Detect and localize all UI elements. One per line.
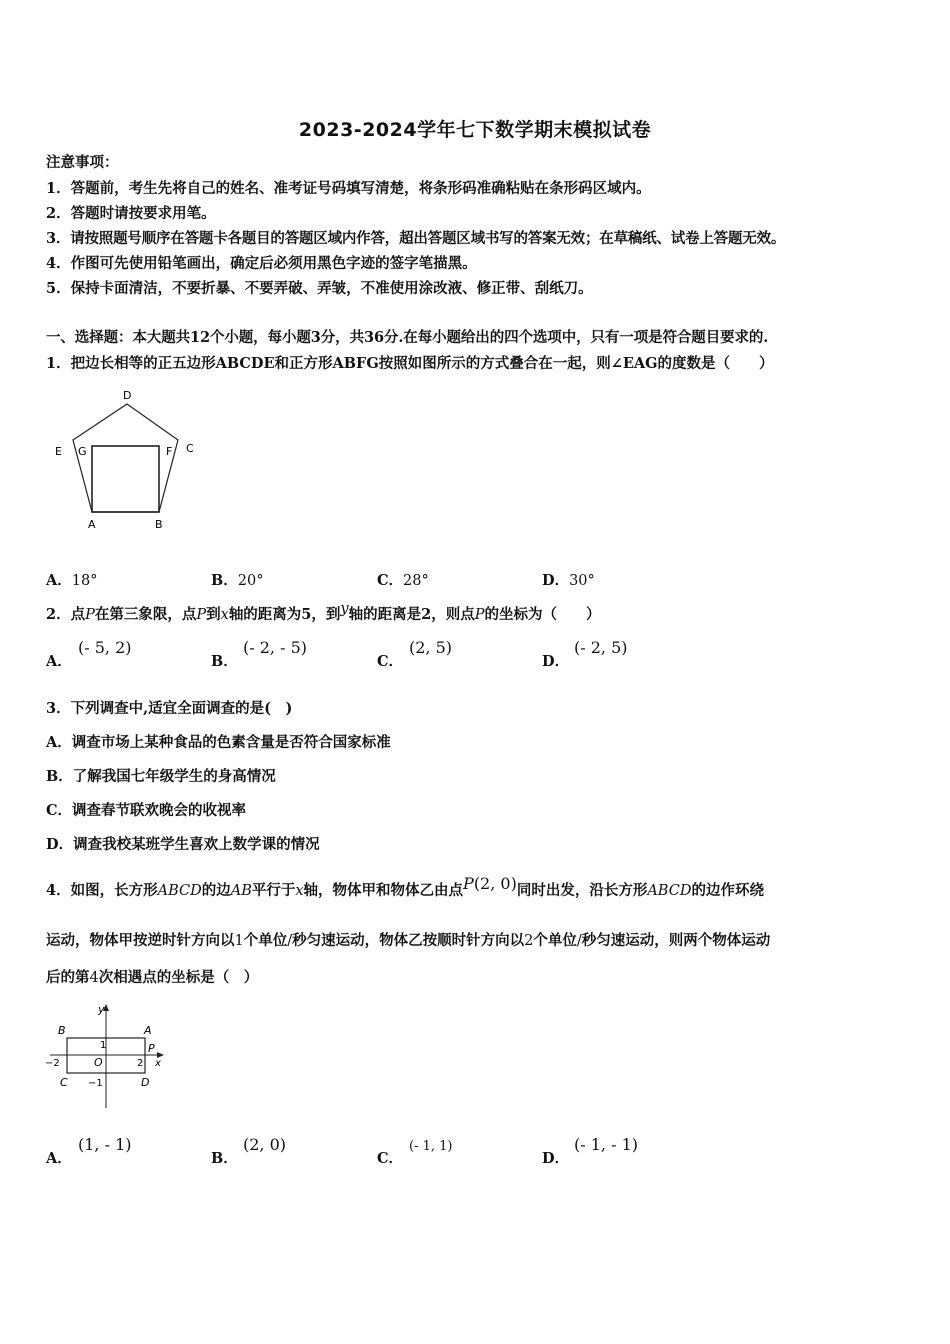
- q4-option-a-letter: A．: [46, 1150, 72, 1167]
- label-b: B: [58, 1024, 66, 1037]
- label-o: O: [94, 1056, 103, 1069]
- q4-option-b-value: (2, 0): [243, 1135, 287, 1154]
- question-1-text: 1．把边长相等的正五边形ABCDE和正方形ABFG按照如图所示的方式叠合在一起，则∠EAG的度数是（ ）: [46, 355, 774, 372]
- q4-option-c-value: (- 1, 1): [409, 1139, 453, 1154]
- label-neg1: −1: [88, 1078, 103, 1089]
- q1-option-b: B．20°: [211, 572, 264, 589]
- question-2-text: 2．点P在第三象限，点P到x轴的距离为5，到y轴的距离是2，则点P的坐标为（ ）: [46, 601, 601, 623]
- label-c: C: [186, 442, 194, 455]
- label-f: F: [166, 445, 173, 458]
- q4-figure: [44, 1000, 174, 1115]
- q3-option-b: B．了解我国七年级学生的身高情况: [46, 768, 276, 785]
- page-title: 2023-2024学年七下数学期末模拟试卷: [298, 119, 652, 141]
- question-4-line-2: 运动，物体甲按逆时针方向以1个单位/秒匀速运动，物体乙按顺时针方向以2个单位/秒匀速运动，则两个物体运动: [46, 932, 771, 949]
- q3-option-a: A．调查市场上某种食品的色素含量是否符合国家标准: [46, 734, 391, 751]
- pentagon-abcde: [73, 404, 178, 512]
- q4-option-d-letter: D．: [542, 1150, 570, 1167]
- question-4-line-3: 后的第4次相遇点的坐标是（ ）: [46, 969, 259, 986]
- q2-option-b-value: (- 2, - 5): [243, 638, 307, 657]
- q4-option-b-letter: B．: [211, 1150, 238, 1167]
- label-2: 2: [137, 1058, 144, 1069]
- label-p: P: [148, 1042, 155, 1055]
- label-a: A: [144, 1024, 152, 1037]
- question-3-text: 3．下列调查中,适宜全面调查的是( ): [46, 700, 293, 717]
- q2-option-b-letter: B．: [211, 653, 238, 670]
- q1-option-d: D．30°: [542, 572, 595, 589]
- q2-option-c-value: (2, 5): [409, 638, 453, 657]
- label-b: B: [155, 518, 163, 531]
- q4-option-d-value: (- 1, - 1): [574, 1135, 638, 1154]
- label-g: G: [78, 445, 87, 458]
- label-x: x: [155, 1058, 161, 1069]
- q1-option-a: A．18°: [46, 572, 98, 589]
- q3-option-d: D．调查我校某班学生喜欢上数学课的情况: [46, 836, 320, 853]
- notice-item-1: 1．答题前，考生先将自己的姓名、准考证号码填写清楚，将条形码准确粘贴在条形码区域内。: [46, 180, 651, 197]
- label-y: y: [98, 1003, 105, 1016]
- q1-option-c: C．28°: [377, 572, 429, 589]
- notice-item-2: 2．答题时请按要求用笔。: [46, 205, 216, 222]
- notice-item-3: 3．请按照题号顺序在答题卡各题目的答题区域内作答，超出答题区域书写的答案无效；在草稿纸、试卷上答题无效。: [46, 230, 786, 247]
- square-abfg: [92, 446, 159, 512]
- label-d: D: [141, 1076, 150, 1089]
- q3-option-c: C．调查春节联欢晚会的收视率: [46, 802, 247, 819]
- q4-option-a-value: (1, - 1): [78, 1135, 132, 1154]
- q2-option-a-letter: A．: [46, 653, 72, 670]
- q2-option-d-letter: D．: [542, 653, 570, 670]
- label-1: 1: [100, 1040, 107, 1051]
- q2-option-d-value: (- 2, 5): [574, 638, 628, 657]
- label-e: E: [55, 445, 62, 458]
- notice-item-4: 4．作图可先使用铅笔画出，确定后必须用黑色字迹的签字笔描黑。: [46, 255, 477, 272]
- q1-figure: [48, 384, 208, 534]
- question-4-line-1: 4．如图，长方形ABCD的边AB平行于x轴，物体甲和物体乙由点P(2, 0)同时出发，沿长方形ABCD的边作环绕: [46, 874, 764, 899]
- label-c: C: [60, 1076, 68, 1089]
- q2-option-c-letter: C．: [377, 653, 404, 670]
- q4-option-c-letter: C．: [377, 1150, 404, 1167]
- notice-heading: 注意事项：: [46, 154, 119, 171]
- label-neg2: −2: [45, 1058, 60, 1069]
- q2-option-a-value: (- 5, 2): [78, 638, 132, 657]
- section-heading: 一、选择题：本大题共12个小题，每小题3分，共36分.在每小题给出的四个选项中，只有一项是符合题目要求的.: [46, 329, 769, 346]
- notice-item-5: 5．保持卡面清洁，不要折暴、不要弄破、弄皱，不准使用涂改液、修正带、刮纸刀。: [46, 280, 593, 297]
- label-d: D: [123, 389, 132, 402]
- label-a: A: [88, 518, 96, 531]
